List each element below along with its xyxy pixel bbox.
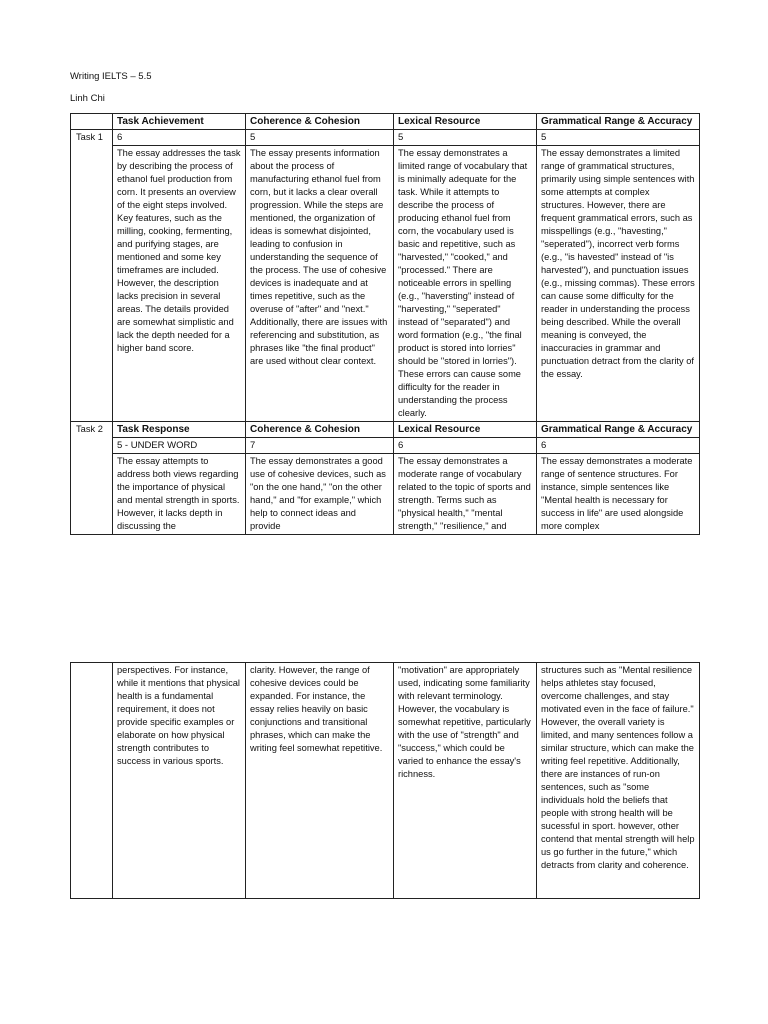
task1-comment-ta: The essay addresses the task by describing the process of ethanol fuel production from corn. It presents an overview of the eight steps involved. Key features, such as the milling, cooking, fermenting, and purifying stages, are mentioned and some key timeframes are included. However, the description lacks precision in several areas. The details provided are somewhat simplistic and lack the depth needed for a higher band score. <box>113 146 246 422</box>
assessment-table-page2 <box>70 662 700 899</box>
task2-comment-lr-cont: "motivation" are appropriately used, indicating some familiarity with relevant terminology. However, the vocabulary is somewhat repetitive, particularly with the use of "strength" and "success," which could be varied to enhance the essay's richness. <box>394 663 537 899</box>
task2-comment-tr: The essay attempts to address both views regarding the importance of physical and mental strength in sports. However, it lacks depth in discussing the <box>113 454 246 535</box>
task2-comment-cc: The essay demonstrates a good use of cohesive devices, such as "on the one hand," "on the other hand," and "for example," which help to connect ideas and provide <box>246 454 394 535</box>
task2-score-lr: 6 <box>394 438 537 454</box>
document-title: Writing IELTS – 5.5 <box>70 71 152 82</box>
task2-comment-cc-cont: clarity. However, the range of cohesive devices could be expanded. For instance, the essay relies heavily on basic conjunctions and transitional phrases, which can make the writing feel somewhat repetitive. <box>246 663 394 899</box>
task2-comment-row-part1 <box>71 454 700 535</box>
table-header-row <box>71 114 700 130</box>
task1-comment-row <box>71 146 700 422</box>
assessment-table-page1 <box>70 113 700 535</box>
task2-comment-lr: The essay demonstrates a moderate range of vocabulary related to the topic of sports and strength. Terms such as "physical health," "mental strength," "resilience," and <box>394 454 537 535</box>
header-coherence-cohesion-2: Coherence & Cohesion <box>246 422 394 438</box>
header-grammatical-range: Grammatical Range & Accuracy <box>537 114 700 130</box>
task1-comment-gra: The essay demonstrates a limited range of grammatical structures, primarily using simple sentences with some attempts at complex structures. However, there are frequent grammatical errors, such as misspellings (e.g., "havesting," "seperated"), incorrect verb forms (e.g., "is havested" instead of "is harvested"), and punctuation issues (e.g., missing commas). These errors can cause some difficulty for the reader in understanding the process being described. While the overall meaning is conveyed, the inaccuracies in grammar and punctuation detract from the clarity of the essay. <box>537 146 700 422</box>
student-name: Linh Chi <box>70 93 105 104</box>
task1-score-gra: 5 <box>537 130 700 146</box>
task2-comment-gra: The essay demonstrates a moderate range of sentence structures. For instance, simple sentences like "Mental health is necessary for success in life" are used alongside more complex <box>537 454 700 535</box>
task2-score-cc: 7 <box>246 438 394 454</box>
task2-header-row <box>71 422 700 438</box>
header-task-response: Task Response <box>113 422 246 438</box>
header-lexical-resource-2: Lexical Resource <box>394 422 537 438</box>
task2-score-tr: 5 - UNDER WORD <box>113 438 246 454</box>
empty-task-cell <box>71 663 113 899</box>
header-coherence-cohesion: Coherence & Cohesion <box>246 114 394 130</box>
header-lexical-resource: Lexical Resource <box>394 114 537 130</box>
task1-score-row <box>71 130 700 146</box>
empty-corner-cell <box>71 114 113 130</box>
task1-comment-cc: The essay presents information about the process of manufacturing ethanol fuel from corn, but it lacks a clear overall progression. While the steps are mentioned, the organization of ideas is somewhat disjointed, leading to confusion in understanding the sequence of the process. The use of cohesive devices is inadequate and at times repetitive, such as the overuse of "after" and "next." Additionally, there are issues with referencing and substitution, as phrases like "the final product" are used without clear context. <box>246 146 394 422</box>
task1-comment-lr: The essay demonstrates a limited range of vocabulary that is minimally adequate for the task. While it attempts to describe the process of producing ethanol fuel from corn, the vocabulary used is basic and repetitive, such as "harvested," "cooked," and "processed." There are noticeable errors in spelling (e.g., "haversting" instead of "harvesting," "seperated" instead of "separated") and word formation (e.g., "the final product is stored into lorries" should be "stored in lorries"). These errors can cause some difficulty for the reader in understanding the process clearly. <box>394 146 537 422</box>
task2-comment-gra-cont: structures such as "Mental resilience helps athletes stay focused, overcome challenges, and stay motivated even in the face of failure." However, the overall variety is limited, and many sentences follow a similar structure, which can make the writing feel repetitive. Additionally, there are instances of run-on sentences, such as "some individuals hold the beliefs that people with strong health will be sucessful in sport. however, other contend that mental strength will help us go further in the future," which detracts from clarity and coherence. <box>537 663 700 899</box>
header-task-achievement: Task Achievement <box>113 114 246 130</box>
task2-comment-row-part2 <box>71 663 700 899</box>
task2-comment-tr-cont: perspectives. For instance, while it mentions that physical health is a fundamental requirement, it does not provide specific examples or elaborate on how physical strength contributes to success in various sports. <box>113 663 246 899</box>
task1-score-cc: 5 <box>246 130 394 146</box>
task1-score-lr: 5 <box>394 130 537 146</box>
header-grammatical-range-2: Grammatical Range & Accuracy <box>537 422 700 438</box>
task2-score-row <box>71 438 700 454</box>
task1-label: Task 1 <box>71 130 113 422</box>
task2-score-gra: 6 <box>537 438 700 454</box>
task1-score-ta: 6 <box>113 130 246 146</box>
task2-label: Task 2 <box>71 422 113 535</box>
